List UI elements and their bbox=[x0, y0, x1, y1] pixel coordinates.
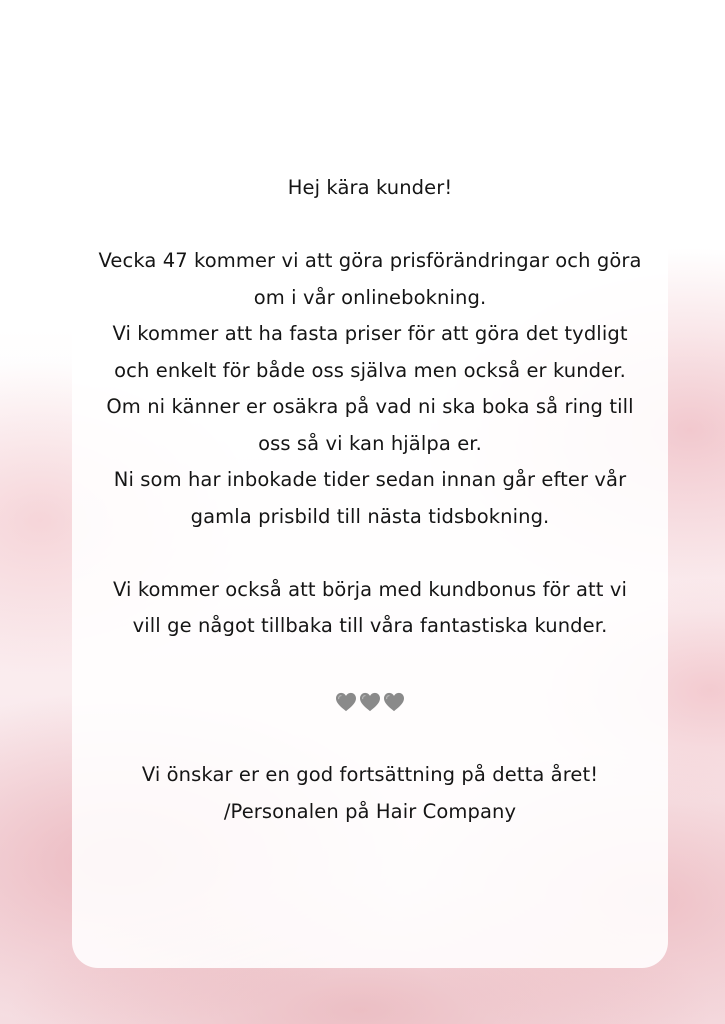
letter-content bbox=[72, 170, 668, 830]
paragraph-1-line-4: och enkelt för både oss själva men också er kunder. bbox=[114, 358, 626, 382]
paragraph-1-line-6: oss så vi kan hjälpa er. bbox=[258, 431, 482, 455]
paragraph-1-line-5: Om ni känner er osäkra på vad ni ska boka så ring till bbox=[106, 395, 634, 418]
grey-heart-icon bbox=[359, 692, 381, 712]
greeting: Hej kära kunder! bbox=[287, 176, 453, 199]
spacer bbox=[72, 645, 668, 682]
paragraph-1-line-2: om i vår onlinebokning. bbox=[253, 285, 487, 309]
paragraph-1-line-8: gamla prisbild till nästa tidsbokning. bbox=[190, 504, 550, 528]
paragraph-1-line-7: Ni som har inbokade tider sedan innan går efter vår bbox=[113, 468, 627, 491]
paragraph-2-line-1: Vi kommer också att börja med kundbonus för att vi bbox=[113, 577, 627, 601]
paragraph-1-line-1: Vecka 47 kommer vi att göra prisförändringar och göra bbox=[98, 249, 642, 272]
signature: /Personalen på Hair Company bbox=[223, 799, 517, 823]
spacer bbox=[72, 207, 668, 244]
grey-heart-icon bbox=[335, 692, 357, 712]
paragraph-1-line-3: Vi kommer att ha fasta priser för att göra det tydligt bbox=[112, 322, 628, 345]
paragraph-2-line-2: vill ge något tillbaka till våra fantastiska kunder. bbox=[132, 614, 608, 637]
hearts-row bbox=[72, 684, 668, 721]
grey-heart-icon bbox=[383, 692, 405, 712]
spacer bbox=[72, 721, 668, 758]
spacer bbox=[72, 535, 668, 572]
closing-line: Vi önskar er en god fortsättning på detta året! bbox=[141, 763, 599, 786]
